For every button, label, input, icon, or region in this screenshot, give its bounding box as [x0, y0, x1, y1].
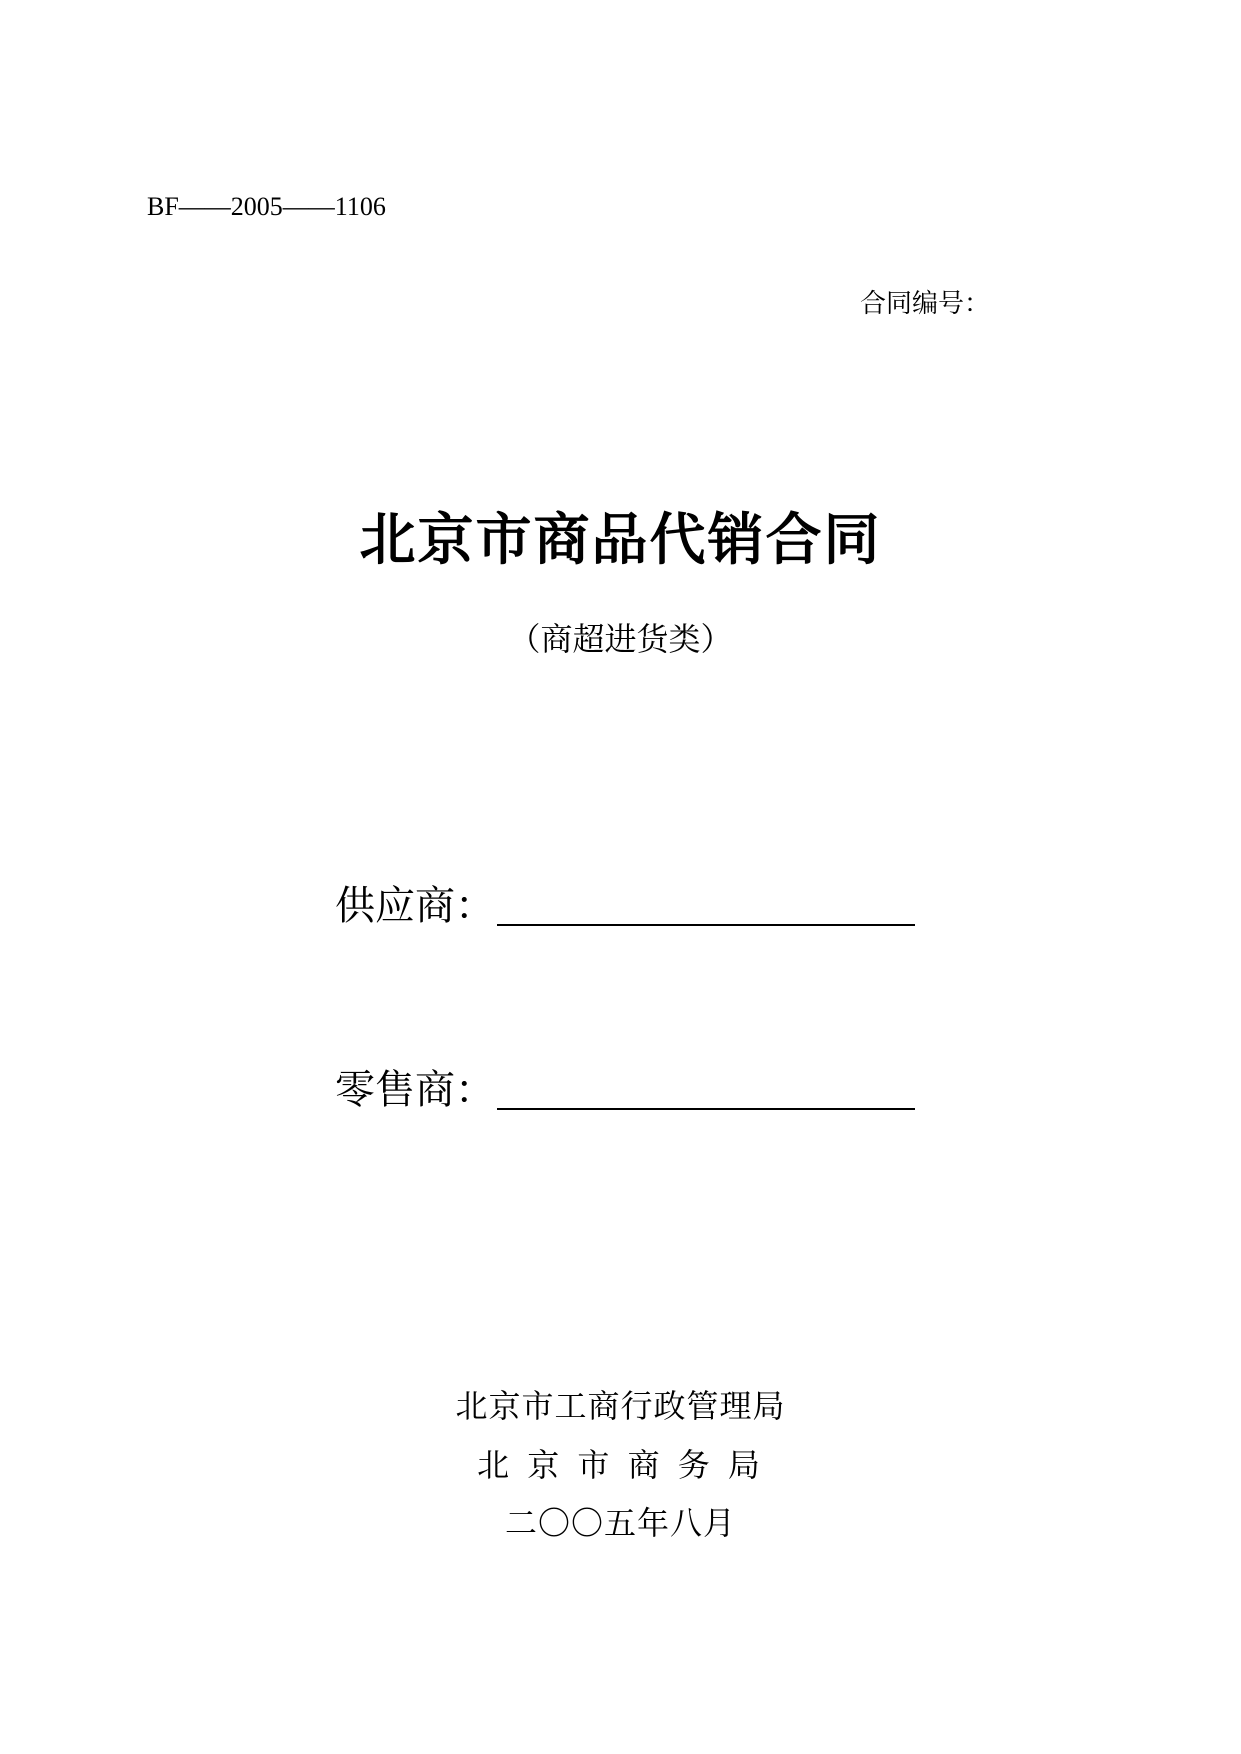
- issuer-commerce-bureau: 北 京 市 商 务 局: [477, 1446, 764, 1484]
- contract-number: [860, 283, 1070, 320]
- supplier-row: [335, 882, 915, 930]
- document-code: BF——2005——1106: [147, 192, 386, 221]
- issue-date: 二〇〇五年八月: [504, 1504, 736, 1542]
- document-subtitle: （商超进货类）: [508, 620, 733, 658]
- retailer-field[interactable]: [497, 1072, 915, 1110]
- contract-number-label: 合同编号：: [860, 289, 991, 319]
- supplier-field[interactable]: [497, 888, 915, 926]
- contract-number-field[interactable]: [990, 290, 1070, 320]
- document-title: 北京市商品代销合同: [359, 507, 882, 573]
- retailer-row: [335, 1066, 915, 1114]
- issuer-aic: 北京市工商行政管理局: [455, 1387, 786, 1425]
- supplier-label: 供应商：: [335, 883, 495, 929]
- retailer-label: 零售商：: [335, 1067, 495, 1113]
